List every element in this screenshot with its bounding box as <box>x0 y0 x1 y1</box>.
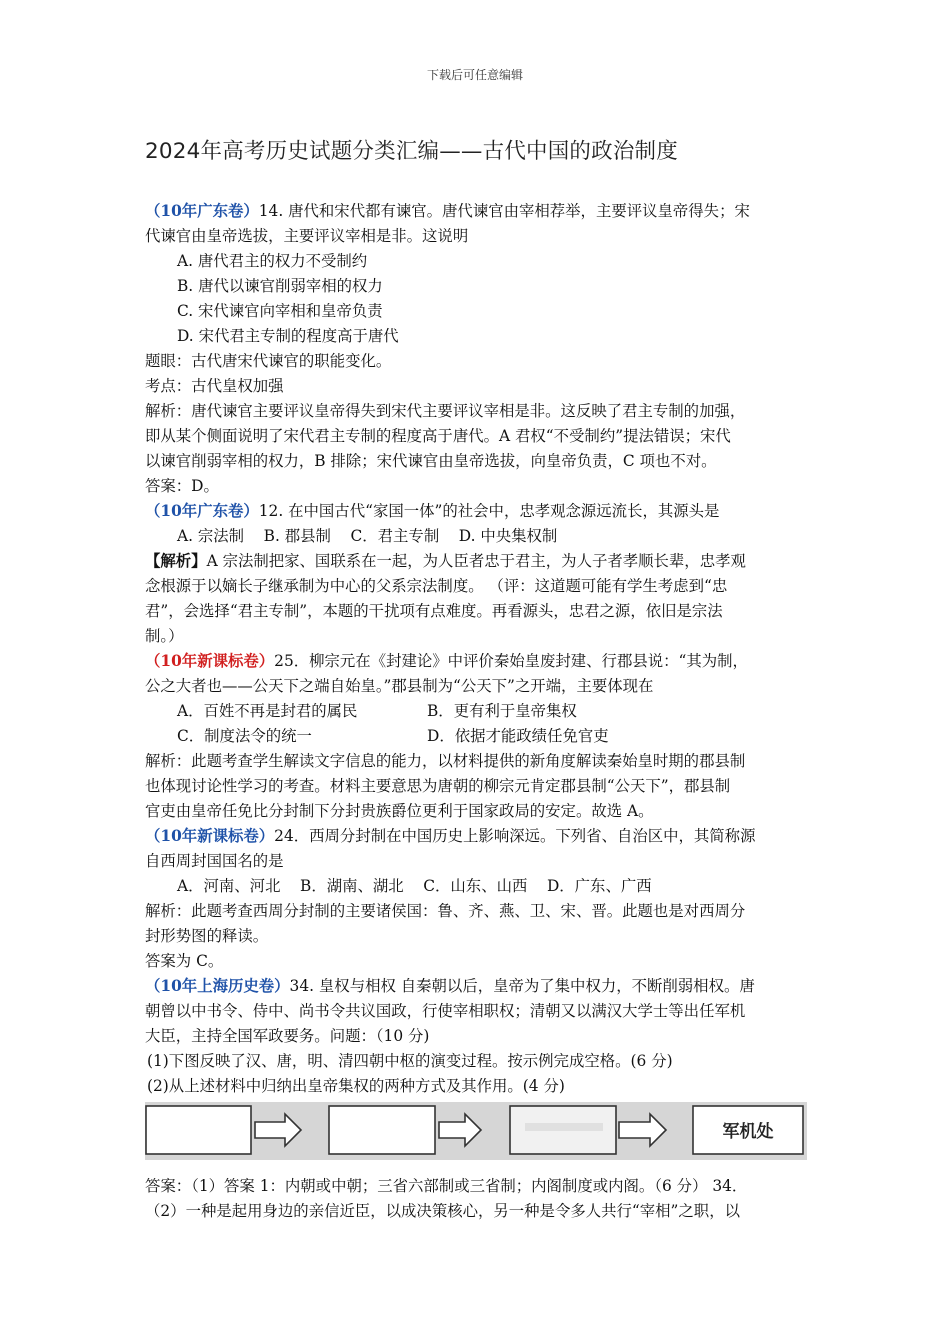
analysis-line: 【解析】A 宗法制把家、国联系在一起，为人臣者忠于君主，为人子者孝顺长辈，忠孝观 <box>145 552 746 570</box>
question-guangdong-14 <box>145 199 807 499</box>
answer-options-row: A. 宗法制 B. 郡县制 C．君主专制 D. 中央集权制 <box>177 527 558 545</box>
answer-line: 答案为 C。 <box>145 952 224 970</box>
answer-line: （2）一种是起用身边的亲信近臣，以成决策核心，另一种是令多人共行“宰相”之职，以 <box>145 1202 740 1220</box>
analysis-line: 以谏官削弱宰相的权力，B 排除；宋代谏官由皇帝选拔，向皇帝负责，C 项也不对。 <box>145 452 717 470</box>
question-key-point: 题眼：古代唐宋代谏官的职能变化。 <box>145 352 392 370</box>
question-shanghai-34 <box>145 974 807 1224</box>
question-exam-point: 考点：古代皇权加强 <box>145 377 284 395</box>
exam-source-tag: （10年新课标卷） <box>145 827 275 845</box>
central-government-evolution-diagram <box>145 1102 807 1160</box>
analysis-label: 【解析】 <box>145 552 207 570</box>
diagram-box-1 <box>146 1106 251 1154</box>
question-stem-line: 公之大者也——公天下之端自始皇。”郡县制为“公天下”之开端，主要体现在 <box>145 677 654 695</box>
answer-options-row <box>145 724 807 749</box>
answer-option-d: D．依据才能政绩任免官吏 <box>427 727 609 745</box>
exam-source-tag: （10年新课标卷） <box>145 652 275 670</box>
analysis-line: 制。） <box>145 627 184 645</box>
exam-source-tag: （10年广东卷） <box>145 202 259 220</box>
answer-option-a: A. 唐代君主的权力不受制约 <box>177 252 368 270</box>
document-body <box>145 199 807 1224</box>
answer-option-c: C. 宋代谏官向宰相和皇帝负责 <box>177 302 383 320</box>
answer-line: 答案：D。 <box>145 477 219 495</box>
analysis-line: 封形势图的释读。 <box>145 927 269 945</box>
answer-options-row <box>145 699 807 724</box>
analysis-line: 即从某个侧面说明了宋代君主专制的程度高于唐代。A 君权“不受制约”提法错误；宋代 <box>145 427 731 445</box>
question-xinkebiao-25 <box>145 649 807 824</box>
answer-line: 答案：（1）答案 1：内朝或中朝；三省六部制或三省制；内阁制度或内阁。（6 分） 34． <box>145 1177 748 1195</box>
question-stem-line: 朝曾以中书令、侍中、尚书令共议国政，行使宰相职权；清朝又以满汉大学士等出任军机 <box>145 1002 746 1020</box>
answer-option-d: D. 宋代君主专制的程度高于唐代 <box>177 327 399 345</box>
diagram-label-junjichu: 军机处 <box>722 1122 774 1142</box>
question-stem-line: （10年新课标卷）25．柳宗元在《封建论》中评价秦始皇废封建、行郡县说：“其为制， <box>145 652 748 670</box>
analysis-line: 也体现讨论性学习的考查。材料主要意思为唐朝的柳宗元肯定郡县制“公天下”，郡县制 <box>145 777 731 795</box>
question-stem-line: （10年上海历史卷）34. 皇权与相权 自秦朝以后，皇帝为了集中权力，不断削弱相权。唐 <box>145 977 755 995</box>
analysis-line: 解析：此题考查西周分封制的主要诸侯国：鲁、齐、燕、卫、宋、晋。此题也是对西周分 <box>145 902 746 920</box>
question-stem-line: （10年新课标卷）24．西周分封制在中国历史上影响深远。下列省、自治区中，其简称源 <box>145 827 756 845</box>
sub-question-1: (1)下图反映了汉、唐，明、清四朝中枢的演变过程。按示例完成空格。(6 分) <box>147 1052 673 1070</box>
question-stem-line: 大臣，主持全国军政要务。问题：（10 分) <box>145 1027 430 1045</box>
answer-option-b: B. 唐代以谏官削弱宰相的权力 <box>177 277 383 295</box>
answer-option-c: C．制度法令的统一 <box>177 727 312 745</box>
sub-question-2: (2)从上述材料中归纳出皇帝集权的两种方式及其作用。(4 分) <box>147 1077 565 1095</box>
analysis-line: 官吏由皇帝任免比分封制下分封贵族爵位更利于国家政局的安定。故选 A。 <box>145 802 654 820</box>
question-xinkebiao-24 <box>145 824 807 974</box>
analysis-line: 解析：唐代谏官主要评议皇帝得失到宋代主要评议宰相是非。这反映了君主专制的加强， <box>145 402 746 420</box>
question-stem-line: 代谏官由皇帝选拔，主要评议宰相是非。这说明 <box>145 227 469 245</box>
analysis-line: 念根源于以嫡长子继承制为中心的父系宗法制度。 （评：这道题可能有学生考虑到“忠 <box>145 577 728 595</box>
question-guangdong-12 <box>145 499 807 649</box>
diagram-faint-text <box>525 1123 603 1131</box>
header-note: 下载后可任意编辑 <box>426 68 523 82</box>
page-title: 2024年高考历史试题分类汇编——古代中国的政治制度 <box>145 139 678 164</box>
exam-source-tag: （10年上海历史卷） <box>145 977 290 995</box>
answer-option-b: B．更有利于皇帝集权 <box>427 702 577 720</box>
question-stem-line: （10年广东卷）14. 唐代和宋代都有谏官。唐代谏官由宰相荐举，主要评议皇帝得失；宋 <box>145 202 750 220</box>
diagram-box-2 <box>329 1106 435 1154</box>
exam-source-tag: （10年广东卷） <box>145 502 259 520</box>
answer-options-row: A．河南、河北 B．湖南、湖北 C．山东、山西 D．广东、广西 <box>177 877 652 895</box>
answer-option-a: A．百姓不再是封君的属民 <box>177 702 358 720</box>
question-stem-line: （10年广东卷）12. 在中国古代“家国一体”的社会中，忠孝观念源远流长，其源头是 <box>145 502 720 520</box>
diagram-graphic <box>145 1102 807 1160</box>
analysis-line: 君”，会选择“君主专制”，本题的干扰项有点难度。再看源头，忠君之源，依旧是宗法 <box>145 602 723 620</box>
question-stem-line: 自西周封国国名的是 <box>145 852 284 870</box>
analysis-line: 解析：此题考查学生解读文字信息的能力，以材料提供的新角度解读秦始皇时期的郡县制 <box>145 752 746 770</box>
